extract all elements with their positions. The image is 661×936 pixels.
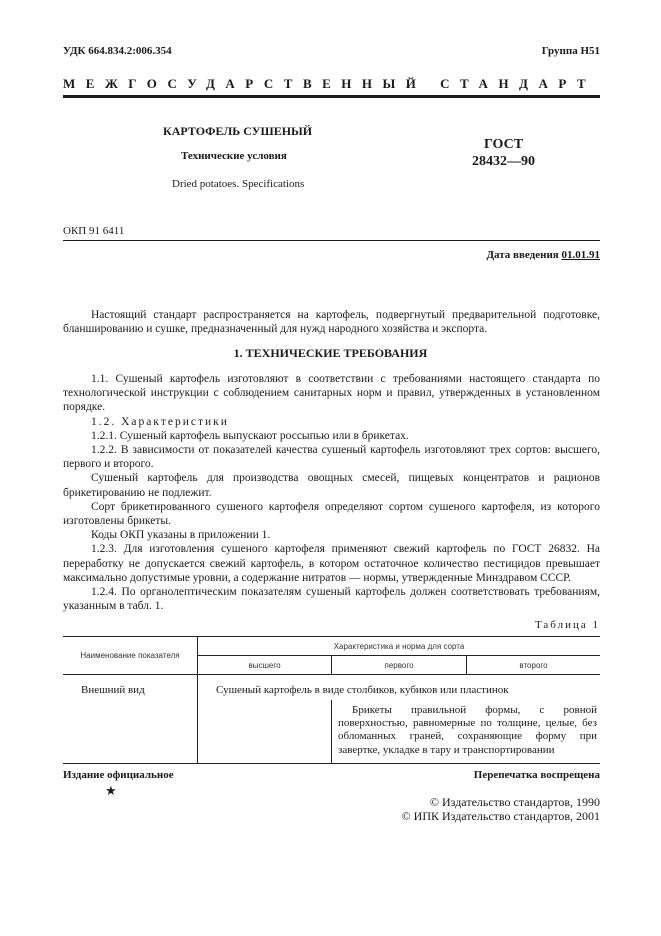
row-briquette-text: Брикеты правильной формы, с ровной поверхностью, равномерные по толщине, целые, без обломанных граней, сохраняющие форму при завертке, укладке в тару и транспортировании [338,704,597,756]
table-1 [63,636,600,764]
intro-date-label: Дата введения [486,249,559,261]
clause-1-1: 1.1. Сушеный картофель изготовляют в соответствии с требованиями настоящего стандарта по технологической инструкции с соблюдением санитарных норм и правил, утвержденных в установленном порядке. [63,373,600,414]
table-caption: Таблица 1 [534,619,600,631]
doc-subtitle: Технические условия [181,150,287,162]
doc-title: КАРТОФЕЛЬ СУШЕНЫЙ [163,124,313,138]
clause-1-2-3: 1.2.3. Для изготовления сушеного картофеля применяют свежий картофель по ГОСТ 26832. На переработку не допускается свежий картофель, в котором остаточное количество пестицидов превышает максимально допустимые уровни, а содержание нитратов — нормы, утвержденные Минздравом СССР. [63,543,600,584]
reprint-notice: Перепечатка воспрещена [473,769,600,781]
doc-english-title: Dried potatoes. Specifications [172,178,305,190]
intro-date [486,249,600,261]
col-header-indicator: Наименование показателя [63,637,198,675]
col-header-grade-top: высшего [198,656,332,675]
gost-number: 28432—90 [472,154,535,169]
copyright-1990: © Издательство стандартов, 1990 [429,795,600,809]
group-code: Группа Н51 [541,45,600,57]
clause-1-2-4: 1.2.4. По органолептическим показателям сушеный картофель должен соответствовать требованиям, указанным в табл. 1. [63,586,600,613]
section-body [63,372,600,613]
gost-label: ГОСТ [484,137,524,152]
banner-title: МЕЖГОСУДАРСТВЕННЫЙ СТАНДАРТ [63,76,597,91]
row-name: Внешний вид [63,675,198,764]
clause-1-2-2: 1.2.2. В зависимости от показателей качества сушеный картофель изготовляют трех сортов: высшего, первого и второго. [63,444,600,471]
banner-rule [63,95,600,98]
row-briquette-value [332,700,601,763]
official-edition: Издание официальное [63,769,174,781]
col-header-grade-second: второго [467,656,601,675]
star-mark: ★ [105,783,117,798]
okp-rule [63,240,600,241]
clause-1-2: 1.2. Характеристики [91,415,229,428]
intro-paragraph: Настоящий стандарт распространяется на картофель, подвергнутый предварительной подготовке, бланшированию и сушке, предназначенный для нужд народного хозяйства и экспорта. [63,309,600,336]
clause-okp: Коды ОКП указаны в приложении 1. [91,529,271,542]
row-common-value: Сушеный картофель в виде столбиков, кубиков или пластинок [216,684,509,696]
col-header-grade-first: первого [332,656,467,675]
udk-code: УДК 664.834.2:006.354 [63,45,172,57]
okp-code: ОКП 91 6411 [63,225,125,237]
col-header-group: Характеристика и норма для сорта [198,637,601,656]
clause-mix: Сушеный картофель для производства овощных смесей, пищевых концентратов и рационов брикетированию не подлежит. [63,472,600,499]
clause-1-2-1: 1.2.1. Сушеный картофель выпускают россыпью или в брикетах. [91,429,409,442]
section-heading: 1. ТЕХНИЧЕСКИЕ ТРЕБОВАНИЯ [233,346,428,360]
copyright-2001: © ИПК Издательство стандартов, 2001 [401,809,600,823]
clause-sort: Сорт брикетированного сушеного картофеля определяют сортом сушеного картофеля, из которого изготовлены брикеты. [63,500,600,528]
intro-date-value: 01.01.91 [561,249,600,261]
